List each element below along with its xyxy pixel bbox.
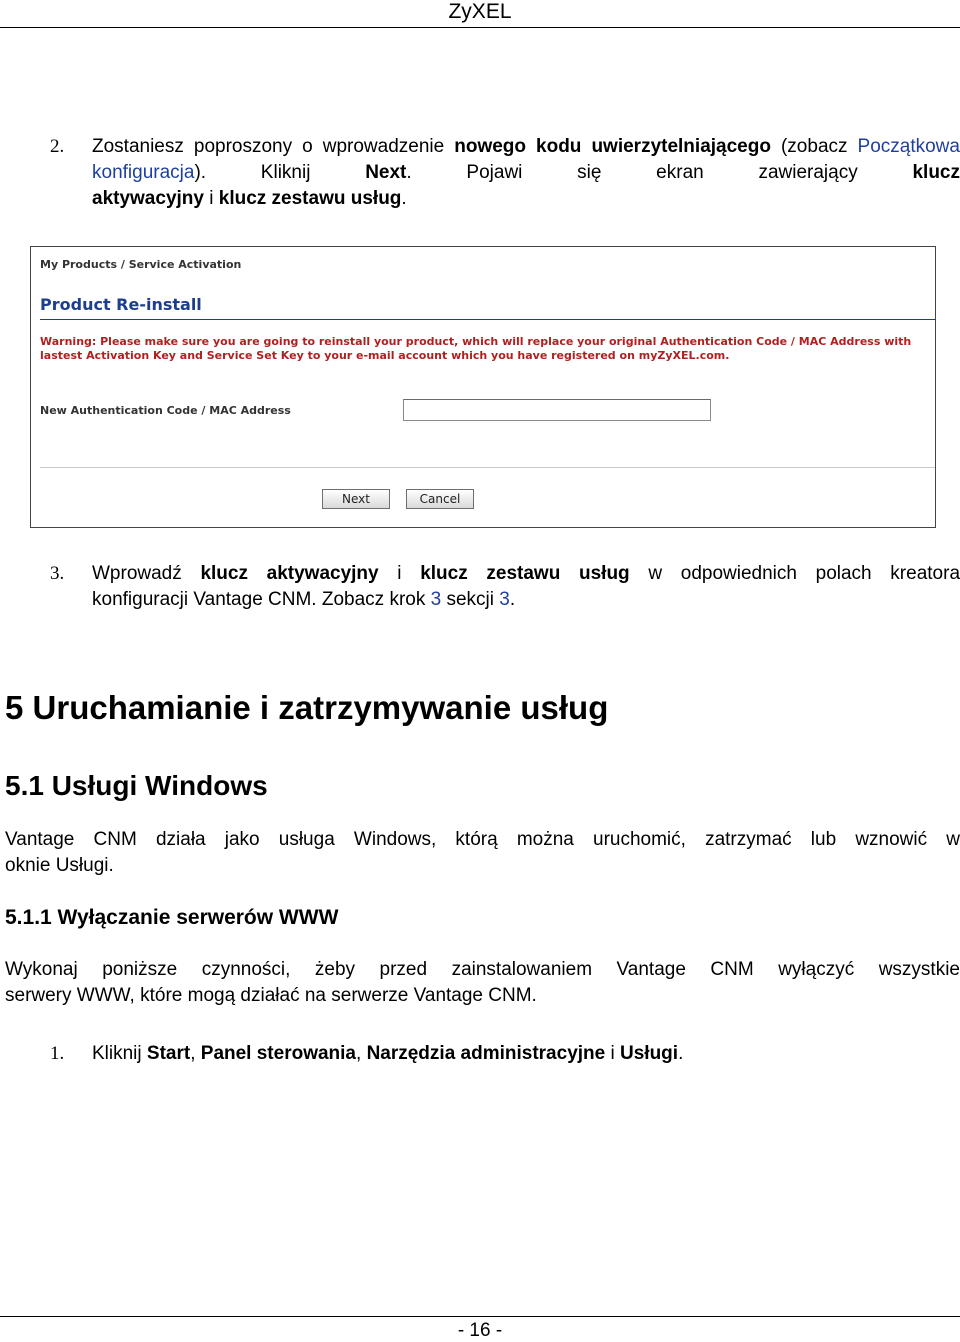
section-5-1-line2: oknie Usługi.: [5, 855, 114, 876]
cancel-button[interactable]: Cancel: [406, 489, 474, 509]
section-5-1-1-line2: serwery WWW, które mogą działać na serwerze Vantage CNM.: [5, 985, 537, 1006]
step-2-text-line3: aktywacyjny i klucz zestawu usług.: [92, 188, 407, 209]
product-reinstall-screenshot: [30, 246, 936, 528]
page-header-title: ZyXEL: [448, 0, 512, 23]
title-divider: [40, 319, 936, 320]
section-5-1-1-line1: Wykonaj poniższe czynności, żeby przed zainstalowaniem Vantage CNM wyłączyć wszystkie: [5, 959, 960, 980]
step-1-text: Kliknij Start, Panel sterowania, Narzędzia administracyjne i Usługi.: [92, 1043, 684, 1064]
screenshot-page-title: Product Re-install: [40, 295, 202, 314]
step-2-number: 2.: [50, 136, 65, 157]
step-1-number: 1.: [50, 1043, 65, 1064]
buttons-divider: [40, 467, 936, 468]
section-5-1-line1: Vantage CNM działa jako usługa Windows, którą można uruchomić, zatrzymać lub wznowić w: [5, 829, 960, 850]
step-2-text: Zostaniesz poproszony o wprowadzenie nowego kodu uwierzytelniającego (zobacz Początkowa: [92, 136, 960, 157]
step-3-number: 3.: [50, 563, 65, 584]
footer-divider: [0, 1316, 960, 1317]
step-2-text-line2: konfiguracja). Kliknij Next. Pojawi się ekran zawierający klucz: [92, 162, 960, 183]
initial-config-link-cont[interactable]: konfiguracja: [92, 162, 195, 183]
auth-code-input[interactable]: [403, 399, 711, 421]
section-5-1-heading: 5.1 Usługi Windows: [5, 770, 268, 801]
step-3-text-line2: konfiguracji Vantage CNM. Zobacz krok 3 sekcji 3.: [92, 589, 516, 610]
auth-code-label: New Authentication Code / MAC Address: [40, 404, 291, 417]
step-3-text: Wprowadź klucz aktywacyjny i klucz zestawu usług w odpowiednich polach kreatora: [92, 563, 960, 584]
section-3-link[interactable]: 3: [499, 589, 510, 610]
next-button[interactable]: Next: [322, 489, 390, 509]
breadcrumb: My Products / Service Activation: [40, 258, 242, 271]
header-divider: [0, 27, 960, 28]
section-5-heading: 5 Uruchamianie i zatrzymywanie usług: [5, 689, 609, 726]
section-5-1-1-heading: 5.1.1 Wyłączanie serwerów WWW: [5, 906, 339, 929]
initial-config-link[interactable]: Początkowa: [857, 136, 960, 157]
page-number: - 16 -: [457, 1320, 503, 1341]
step-3-link[interactable]: 3: [430, 589, 442, 610]
warning-message: Warning: Please make sure you are going to reinstall your product, which will replace your original Authentication Code / MAC Address with lastest Activation Key and Service Set Key to your e-mail account which you have registered on myZyXEL.com.: [40, 335, 912, 362]
